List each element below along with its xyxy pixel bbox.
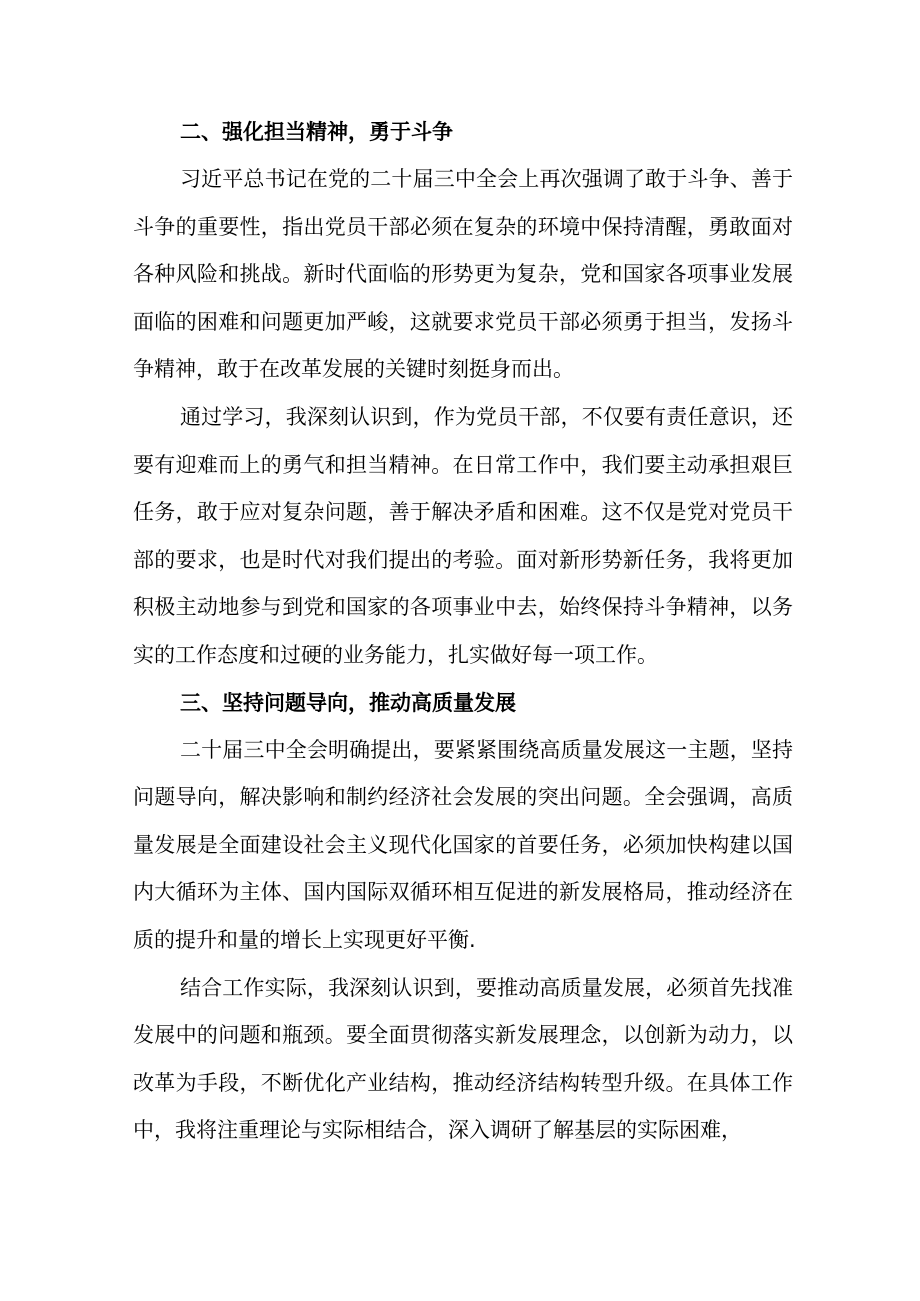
paragraph: 通过学习，我深刻认识到，作为党员干部，不仅要有责任意识，还要有迎难而上的勇气和担当精神。在日常工作中，我们要主动承担艰巨任务，敢于应对复杂问题，善于解决矛盾和困难。这不仅是党对党员干部的要求，也是时代对我们提出的考验。面对新形势新任务，我将更加积极主动地参与到党和国家的各项事业中去，始终保持斗争精神，以务实的工作态度和过硬的业务能力，扎实做好每一项工作。 <box>133 404 793 667</box>
section-heading-2: 二、强化担当精神，勇于斗争 <box>180 120 453 144</box>
paragraph: 结合工作实际，我深刻认识到，要推动高质量发展，必须首先找准发展中的问题和瓶颈。要全面贯彻落实新发展理念，以创新为动力，以改革为手段，不断优化产业结构，推动经济结构转型升级。在具体工作中，我将注重理论与实际相结合，深入调研了解基层的实际困难， <box>133 975 793 1143</box>
section-heading-3: 三、坚持问题导向，推动高质量发展 <box>180 690 516 715</box>
paragraph: 二十届三中全会明确提出，要紧紧围绕高质量发展这一主题，坚持问题导向，解决影响和制约经济社会发展的突出问题。全会强调，高质量发展是全面建设社会主义现代化国家的首要任务，必须加快构建以国内大循环为主体、国内国际双循环相互促进的新发展格局，推动经济在质的提升和量的增长上实现更好平衡. <box>133 737 793 952</box>
paragraph: 习近平总书记在党的二十届三中全会上再次强调了敢于斗争、善于斗争的重要性，指出党员干部必须在复杂的环境中保持清醒，勇敢面对各种风险和挑战。新时代面临的形势更为复杂，党和国家各项事业发展面临的困难和问题更加严峻，这就要求党员干部必须勇于担当，发扬斗争精神，敢于在改革发展的关键时刻挺身而出。 <box>133 167 793 382</box>
document-body <box>133 109 793 1155</box>
